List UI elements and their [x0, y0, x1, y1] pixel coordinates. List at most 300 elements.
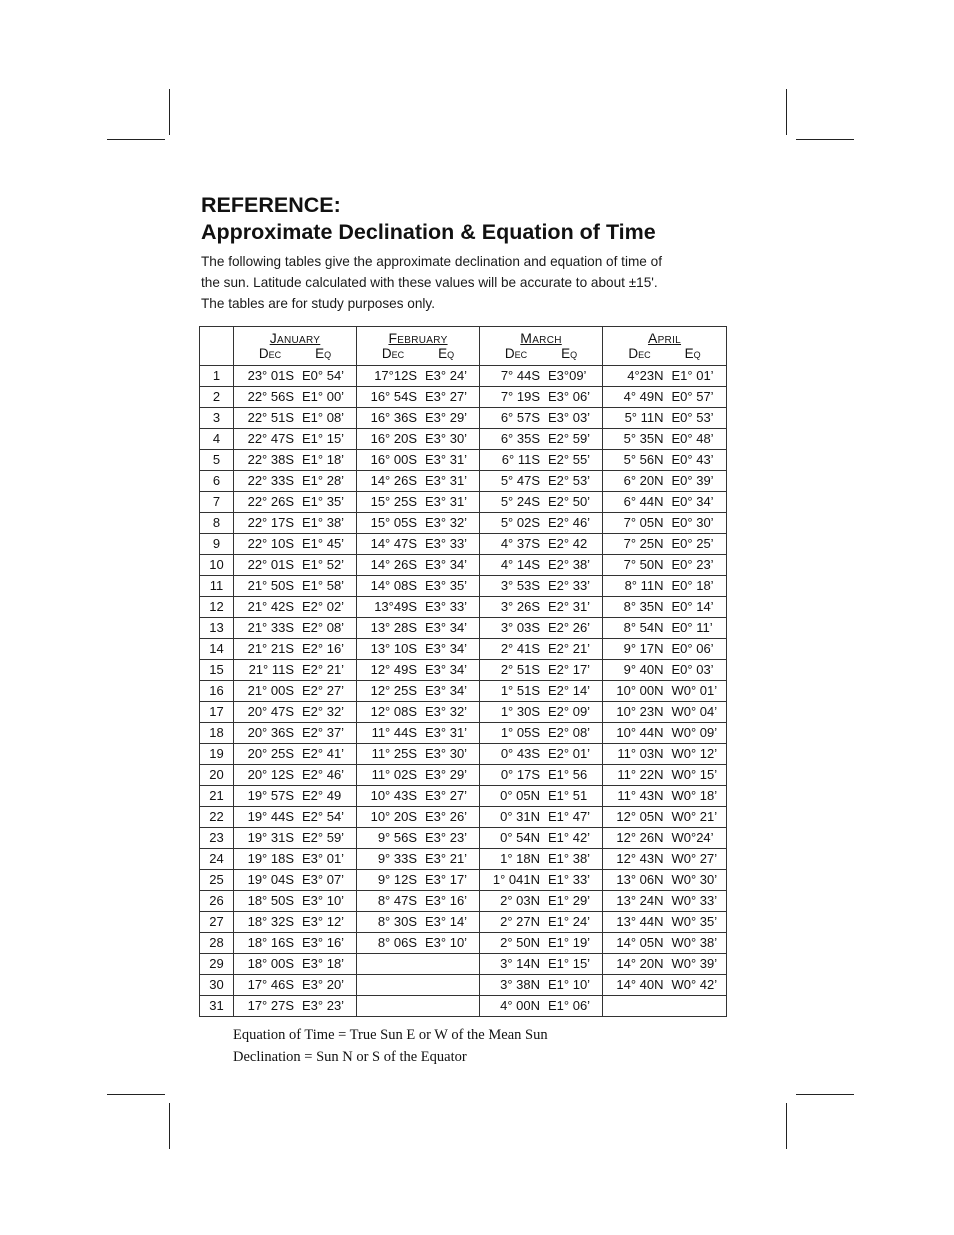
declination-value: 18° 32S [247, 914, 294, 929]
declination-value: 3° 14N [500, 956, 540, 971]
table-row [200, 492, 727, 513]
declination-value: 13° 10S [370, 641, 417, 656]
table-row [200, 639, 727, 660]
declination-value: 5° 35N [623, 431, 664, 446]
apr-cell [603, 933, 727, 954]
declination-value: 5° 47S [500, 473, 540, 488]
mar-cell [480, 723, 603, 744]
table-row [200, 828, 727, 849]
apr-cell [603, 996, 727, 1017]
crop-mark [107, 139, 165, 140]
table-row [200, 786, 727, 807]
day-cell: 9 [200, 534, 234, 555]
equation-value: E3° 01’ [302, 851, 345, 866]
title-line-1: REFERENCE: [201, 193, 341, 217]
feb-cell [357, 744, 480, 765]
intro-line-2: the sun. Latitude calculated with these values will be accurate to about ±15'. [201, 275, 658, 290]
equation-value: E2° 21’ [548, 641, 591, 656]
apr-cell [603, 534, 727, 555]
table-row [200, 954, 727, 975]
declination-value: 9° 17N [623, 641, 664, 656]
table-row [200, 702, 727, 723]
feb-cell [357, 849, 480, 870]
declination-value: 10° 00N [616, 683, 664, 698]
mar-cell [480, 513, 603, 534]
declination-value: 9° 33S [377, 851, 417, 866]
mar-cell [480, 471, 603, 492]
equation-value: E3°09’ [548, 368, 587, 383]
declination-value: 14° 26S [370, 473, 417, 488]
declination-value: 22° 51S [247, 410, 294, 425]
feb-cell [357, 702, 480, 723]
declination-value: 17° 27S [247, 998, 294, 1013]
declination-value: 12° 49S [370, 662, 417, 677]
equation-value: E2° 33’ [548, 578, 591, 593]
declination-value: 17°12S [374, 368, 417, 383]
equation-value: E2° 46’ [302, 767, 345, 782]
declination-value: 2° 27N [500, 914, 540, 929]
declination-value: 11° 43N [617, 788, 664, 803]
apr-cell [603, 387, 727, 408]
declination-value: 11° 25S [371, 746, 417, 761]
declination-value: 14° 20N [616, 956, 664, 971]
day-cell: 10 [200, 555, 234, 576]
crop-mark [796, 1094, 854, 1095]
apr-cell [603, 891, 727, 912]
intro-line-3: The tables are for study purposes only. [201, 296, 435, 311]
jan-cell [234, 618, 357, 639]
feb-cell [357, 996, 480, 1017]
declination-value: 4° 14S [500, 557, 540, 572]
equation-value: E3° 10’ [425, 935, 468, 950]
declination-value: 7° 19S [500, 389, 540, 404]
equation-value: E2° 59’ [548, 431, 591, 446]
declination-value: 20° 25S [247, 746, 294, 761]
feb-cell [357, 933, 480, 954]
declination-value: 13° 44N [616, 914, 664, 929]
declination-value: 16° 36S [370, 410, 417, 425]
declination-value: 3° 03S [500, 620, 540, 635]
equation-value: W0° 27’ [671, 851, 718, 866]
table-row [200, 429, 727, 450]
declination-value: 21° 11S [248, 662, 294, 677]
equation-value: W0° 30’ [671, 872, 718, 887]
jan-cell [234, 660, 357, 681]
table-row [200, 513, 727, 534]
table-row [200, 996, 727, 1017]
month-header-january [234, 327, 357, 366]
day-cell: 7 [200, 492, 234, 513]
eq-label: Eq [315, 346, 332, 361]
declination-value: 13° 28S [370, 620, 417, 635]
equation-value: W0° 38’ [671, 935, 718, 950]
day-cell: 25 [200, 870, 234, 891]
equation-value: E3° 17’ [425, 872, 468, 887]
declination-value: 19° 44S [247, 809, 294, 824]
declination-value: 7° 50N [623, 557, 664, 572]
month-name: January [269, 330, 321, 346]
equation-value: E0° 03’ [671, 662, 714, 677]
day-cell: 19 [200, 744, 234, 765]
feb-cell [357, 723, 480, 744]
apr-cell [603, 555, 727, 576]
crop-mark [786, 1103, 787, 1149]
declination-value: 22° 01S [247, 557, 294, 572]
equation-value: E0° 39’ [671, 473, 714, 488]
footnote-declination: Declination = Sun N or S of the Equator [233, 1049, 467, 1065]
equation-value: E1° 19’ [548, 935, 591, 950]
declination-value: 3° 26S [500, 599, 540, 614]
equation-value: E2° 55’ [548, 452, 591, 467]
declination-value: 6° 57S [500, 410, 540, 425]
declination-value: 14° 47S [370, 536, 417, 551]
equation-value: E3° 32’ [425, 704, 468, 719]
table-row [200, 975, 727, 996]
equation-value: W0°24’ [671, 830, 714, 845]
jan-cell [234, 975, 357, 996]
equation-value: E2° 21’ [302, 662, 345, 677]
apr-cell [603, 912, 727, 933]
feb-cell [357, 366, 480, 387]
equation-value: E2° 01’ [548, 746, 591, 761]
equation-value: W0° 01’ [671, 683, 718, 698]
equation-value: E2° 37’ [302, 725, 345, 740]
page-title [201, 192, 656, 246]
feb-cell [357, 387, 480, 408]
equation-value: E2° 38’ [548, 557, 591, 572]
equation-value: E1° 00’ [302, 389, 345, 404]
equation-value: E2° 41’ [302, 746, 345, 761]
mar-cell [480, 366, 603, 387]
feb-cell [357, 828, 480, 849]
equation-value: E3° 29’ [425, 410, 468, 425]
mar-cell [480, 429, 603, 450]
equation-value: E1° 42’ [548, 830, 591, 845]
jan-cell [234, 828, 357, 849]
apr-cell [603, 408, 727, 429]
jan-cell [234, 702, 357, 723]
declination-value: 10° 23N [616, 704, 664, 719]
equation-value: E3° 27’ [425, 788, 468, 803]
jan-cell [234, 954, 357, 975]
feb-cell [357, 765, 480, 786]
apr-cell [603, 807, 727, 828]
declination-value: 7° 44S [500, 368, 540, 383]
feb-cell [357, 912, 480, 933]
jan-cell [234, 597, 357, 618]
crop-mark [169, 89, 170, 135]
declination-value: 10° 43S [370, 788, 417, 803]
jan-cell [234, 765, 357, 786]
equation-value: E2° 54’ [302, 809, 345, 824]
mar-cell [480, 975, 603, 996]
equation-value: W0° 42’ [671, 977, 718, 992]
declination-value: 0° 17S [500, 767, 540, 782]
declination-value: 2° 03N [500, 893, 540, 908]
apr-cell [603, 450, 727, 471]
day-cell: 2 [200, 387, 234, 408]
month-name: February [388, 330, 448, 346]
equation-value: E3° 35’ [425, 578, 468, 593]
equation-value: E2° 42 [548, 536, 588, 551]
feb-cell [357, 870, 480, 891]
jan-cell [234, 681, 357, 702]
declination-value: 1° 18N [500, 851, 540, 866]
dec-label: Dec [504, 346, 528, 361]
table-row [200, 618, 727, 639]
day-cell: 13 [200, 618, 234, 639]
equation-value: E1° 06’ [548, 998, 591, 1013]
jan-cell [234, 429, 357, 450]
equation-value: E0° 23’ [671, 557, 714, 572]
declination-value: 22° 33S [247, 473, 294, 488]
equation-value: E1° 10’ [548, 977, 591, 992]
declination-value: 20° 12S [247, 767, 294, 782]
declination-value: 17° 46S [247, 977, 294, 992]
declination-value: 0° 05N [500, 788, 540, 803]
equation-value: E3° 03’ [548, 410, 591, 425]
equation-value: E2° 32’ [302, 704, 345, 719]
equation-value: E0° 43’ [671, 452, 714, 467]
declination-value: 13° 24N [616, 893, 664, 908]
equation-value: E3° 07’ [302, 872, 345, 887]
table-row [200, 723, 727, 744]
declination-value: 22° 38S [247, 452, 294, 467]
declination-value: 8° 47S [377, 893, 417, 908]
apr-cell [603, 975, 727, 996]
feb-cell [357, 429, 480, 450]
declination-value: 16° 54S [370, 389, 417, 404]
equation-value: E1° 15’ [548, 956, 591, 971]
equation-value: E3° 23’ [425, 830, 468, 845]
declination-value: 1° 041N [492, 872, 540, 887]
crop-mark [107, 1094, 165, 1095]
table-row [200, 555, 727, 576]
equation-value: E0° 11’ [671, 620, 713, 635]
declination-value: 13° 06N [616, 872, 664, 887]
table-row [200, 387, 727, 408]
table-row [200, 576, 727, 597]
day-cell: 17 [200, 702, 234, 723]
mar-cell [480, 387, 603, 408]
equation-value: E1° 28’ [302, 473, 345, 488]
equation-value: E1° 51 [548, 788, 588, 803]
day-cell: 6 [200, 471, 234, 492]
crop-mark [169, 1103, 170, 1149]
equation-value: E3° 31’ [425, 473, 468, 488]
footnotes [233, 1024, 548, 1068]
equation-value: E2° 59’ [302, 830, 345, 845]
equation-value: W0° 12’ [671, 746, 718, 761]
declination-value: 0° 31N [500, 809, 540, 824]
declination-value: 20° 36S [247, 725, 294, 740]
apr-cell [603, 471, 727, 492]
equation-value: E3° 12’ [302, 914, 345, 929]
equation-value: E3° 32’ [425, 515, 468, 530]
declination-value: 3° 38N [500, 977, 540, 992]
table-row [200, 471, 727, 492]
declination-value: 9° 56S [377, 830, 417, 845]
intro-paragraph [201, 251, 721, 314]
declination-value: 14° 26S [370, 557, 417, 572]
equation-value: E1° 08’ [302, 410, 345, 425]
declination-value: 15° 05S [370, 515, 417, 530]
day-cell: 4 [200, 429, 234, 450]
declination-table [199, 326, 727, 1017]
equation-value: E3° 34’ [425, 683, 468, 698]
declination-value: 16° 20S [370, 431, 417, 446]
equation-value: E1° 52’ [302, 557, 345, 572]
equation-value: E2° 02’ [302, 599, 345, 614]
mar-cell [480, 912, 603, 933]
feb-cell [357, 954, 480, 975]
day-cell: 23 [200, 828, 234, 849]
declination-value: 21° 42S [247, 599, 294, 614]
declination-value: 8° 06S [377, 935, 417, 950]
day-cell: 27 [200, 912, 234, 933]
declination-value: 5° 56N [623, 452, 664, 467]
day-cell: 22 [200, 807, 234, 828]
declination-value: 9° 40N [623, 662, 664, 677]
declination-value: 0° 54N [500, 830, 540, 845]
equation-value: E2° 14’ [548, 683, 591, 698]
apr-cell [603, 660, 727, 681]
equation-value: E2° 08’ [302, 620, 345, 635]
jan-cell [234, 849, 357, 870]
feb-cell [357, 471, 480, 492]
day-cell: 21 [200, 786, 234, 807]
equation-value: E1° 01’ [671, 368, 714, 383]
dec-label: Dec [628, 346, 651, 361]
equation-value: W0° 15’ [671, 767, 718, 782]
equation-value: E3° 27’ [425, 389, 468, 404]
equation-value: W0° 04’ [671, 704, 718, 719]
declination-value: 5° 02S [500, 515, 540, 530]
apr-cell [603, 492, 727, 513]
day-cell: 24 [200, 849, 234, 870]
equation-value: W0° 35’ [671, 914, 718, 929]
apr-cell [603, 786, 727, 807]
mar-cell [480, 576, 603, 597]
declination-value: 4°23N [627, 368, 664, 383]
declination-value: 21° 00S [247, 683, 294, 698]
day-cell: 18 [200, 723, 234, 744]
equation-value: E0° 34’ [671, 494, 714, 509]
equation-value: W0° 33’ [671, 893, 718, 908]
day-cell: 26 [200, 891, 234, 912]
feb-cell [357, 891, 480, 912]
day-cell: 20 [200, 765, 234, 786]
equation-value: E0° 57’ [671, 389, 714, 404]
declination-value: 14° 40N [616, 977, 664, 992]
equation-value: E3° 26’ [425, 809, 468, 824]
jan-cell [234, 996, 357, 1017]
declination-value: 19° 04S [247, 872, 294, 887]
feb-cell [357, 576, 480, 597]
day-cell: 30 [200, 975, 234, 996]
apr-cell [603, 723, 727, 744]
declination-value: 5° 11N [624, 410, 664, 425]
jan-cell [234, 912, 357, 933]
eq-label: Eq [684, 346, 701, 361]
footnote-equation-of-time: Equation of Time = True Sun E or W of the Mean Sun [233, 1027, 548, 1043]
feb-cell [357, 597, 480, 618]
feb-cell [357, 786, 480, 807]
day-cell: 5 [200, 450, 234, 471]
equation-value: E0° 06’ [671, 641, 714, 656]
equation-value: W0° 09’ [671, 725, 718, 740]
mar-cell [480, 681, 603, 702]
equation-value: E3° 21’ [425, 851, 468, 866]
feb-cell [357, 555, 480, 576]
mar-cell [480, 492, 603, 513]
jan-cell [234, 366, 357, 387]
crop-mark [796, 139, 854, 140]
equation-value: E0° 54’ [302, 368, 345, 383]
table-row [200, 891, 727, 912]
declination-value: 5° 24S [500, 494, 540, 509]
jan-cell [234, 744, 357, 765]
declination-value: 21° 33S [247, 620, 294, 635]
declination-value: 18° 50S [247, 893, 294, 908]
feb-cell [357, 639, 480, 660]
declination-value: 20° 47S [247, 704, 294, 719]
declination-value: 1° 51S [500, 683, 540, 698]
table-row [200, 912, 727, 933]
equation-value: E3° 34’ [425, 662, 468, 677]
mar-cell [480, 933, 603, 954]
declination-value: 7° 25N [623, 536, 664, 551]
declination-value: 14° 05N [616, 935, 664, 950]
declination-value: 9° 12S [377, 872, 417, 887]
jan-cell [234, 576, 357, 597]
feb-cell [357, 660, 480, 681]
apr-cell [603, 870, 727, 891]
declination-value: 19° 57S [247, 788, 294, 803]
table-body [200, 366, 727, 1017]
declination-value: 2° 50N [500, 935, 540, 950]
apr-cell [603, 576, 727, 597]
declination-value: 19° 31S [247, 830, 294, 845]
declination-value: 0° 43S [500, 746, 540, 761]
equation-value: W0° 39’ [671, 956, 718, 971]
mar-cell [480, 702, 603, 723]
jan-cell [234, 513, 357, 534]
apr-cell [603, 639, 727, 660]
equation-value: E3° 16’ [425, 893, 468, 908]
title-line-2: Approximate Declination & Equation of Time [201, 220, 656, 244]
equation-value: E3° 20’ [302, 977, 345, 992]
declination-value: 18° 16S [247, 935, 294, 950]
equation-value: E3° 29’ [425, 767, 468, 782]
feb-cell [357, 450, 480, 471]
apr-cell [603, 849, 727, 870]
apr-cell [603, 366, 727, 387]
mar-cell [480, 891, 603, 912]
equation-value: E0° 30’ [671, 515, 714, 530]
declination-value: 15° 25S [370, 494, 417, 509]
feb-cell [357, 975, 480, 996]
equation-value: E3° 24’ [425, 368, 468, 383]
day-cell: 16 [200, 681, 234, 702]
declination-value: 19° 18S [247, 851, 294, 866]
mar-cell [480, 639, 603, 660]
mar-cell [480, 996, 603, 1017]
declination-value: 22° 56S [247, 389, 294, 404]
equation-value: E1° 24’ [548, 914, 591, 929]
apr-cell [603, 828, 727, 849]
month-header-march [480, 327, 603, 366]
